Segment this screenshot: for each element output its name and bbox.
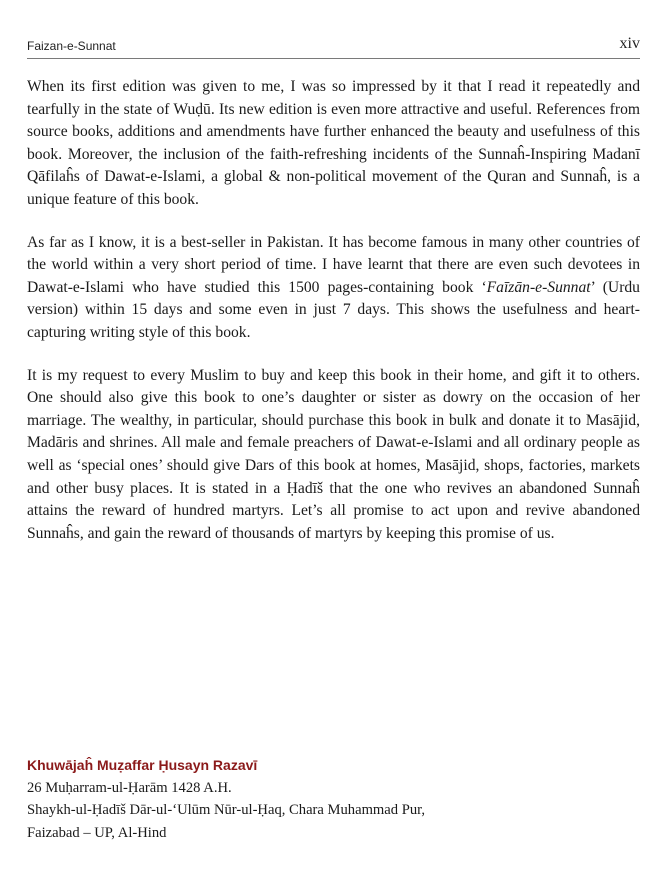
signature-block (27, 754, 640, 844)
running-title: Faizan-e-Sunnat (27, 39, 116, 53)
paragraph-2: As far as I know, it is a best-seller in Pakistan. It has become famous in many other countries of the world within a very short period of time. I have learnt that there are even such devotees in Dawat-e-Islami who have studied this 1500 pages-containing book ‘Faīzān-e-Sunnat’ (Urdu version) within 15 days and some even in just 7 days. This shows the usefulness and heart-capturing writing style of this book. (27, 233, 640, 341)
signature-location: Faizabad – UP, Al-Hind (27, 824, 167, 841)
signature-date: 26 Muḥarram-ul-Ḥarām 1428 A.H. (27, 779, 232, 796)
book-title: Faīzān-e-Sunnat (486, 278, 591, 296)
paragraph-1: When its first edition was given to me, I was so impressed by it that I read it repeatedly and tearfully in the state of Wuḍū. Its new edition is even more attractive and useful. References from source books, additions and amendments have further enhanced the beauty and usefulness of this book. Moreover, the inclusion of the faith-refreshing incidents of the Sunnaĥ-Inspiring Madanī Qāfilaĥs of Dawat-e-Islami, a global & non-political movement of the Quran and Sunnaĥ, is a unique feature of this book. (27, 78, 640, 208)
signature-name: Khuwājaĥ Muẓaffar Ḥusayn Razavī (27, 757, 258, 773)
signature-position: Shaykh-ul-Ḥadīš Dār-ul-‘Ulūm Nūr-ul-Ḥaq, Chara Muhammad Pur, (27, 802, 426, 819)
page-header (27, 30, 640, 59)
page-number: xiv (619, 35, 640, 52)
paragraph-3: It is my request to every Muslim to buy and keep this book in their home, and gift it to others. One should also give this book to one’s daughter or sister as dowry on the occasion of her marriage. The wealthy, in particular, should purchase this book in bulk and donate it to Masājid, Madāris and shrines. All male and female preachers of Dawat-e-Islami and all ordinary people as well as ‘special ones’ should give Dars of this book at homes, Masājid, shops, factories, markets and other busy places. It is stated in a Ḥadīš that the one who revives an abandoned Sunnaĥ attains the reward of hundred martyrs. Let’s all promise to act upon and revive abandoned Sunnaĥs, and gain the reward of thousands of martyrs by keeping this promise of us. (27, 366, 640, 542)
body-text (27, 76, 640, 565)
